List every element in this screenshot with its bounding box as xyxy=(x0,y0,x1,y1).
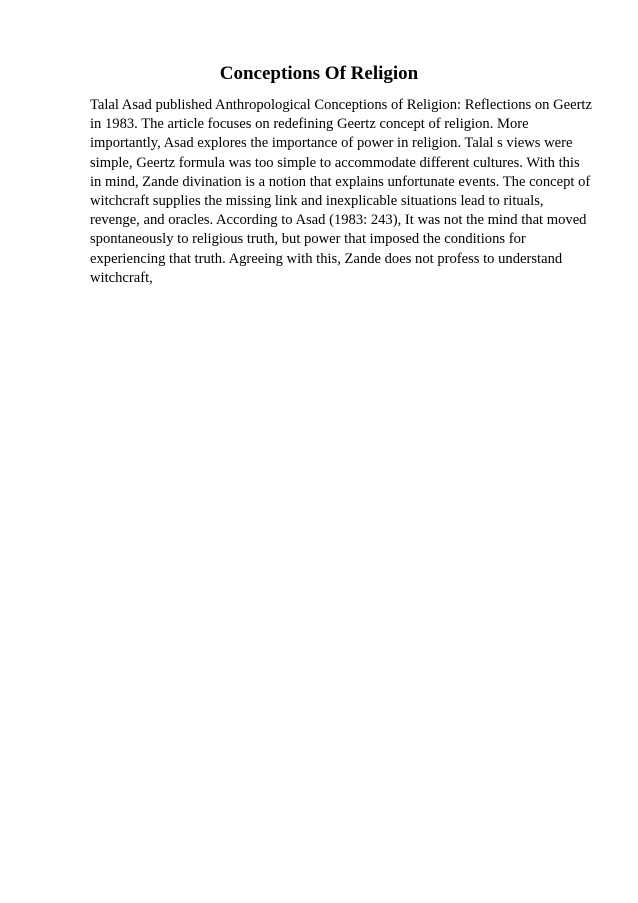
body-line: in 1983. The article focuses on redefining Geertz concept of religion. More xyxy=(90,116,529,133)
body-line: in mind, Zande divination is a notion that explains unfortunate events. The concept of xyxy=(90,173,591,190)
document-title: Conceptions Of Religion xyxy=(219,63,419,84)
body-line: experiencing that truth. Agreeing with this, Zande does not profess to understand xyxy=(90,250,563,267)
body-line: revenge, and oracles. According to Asad (1983: 243), It was not the mind that moved xyxy=(90,212,587,229)
body-line: spontaneously to religious truth, but power that imposed the conditions for xyxy=(90,231,526,248)
body-line: witchcraft, xyxy=(90,269,153,286)
body-line: simple, Geertz formula was too simple to accommodate different cultures. With this xyxy=(90,154,580,171)
body-line: importantly, Asad explores the importance of power in religion. Talal s views were xyxy=(90,135,573,152)
body-line: witchcraft supplies the missing link and inexplicable situations lead to rituals, xyxy=(90,193,544,210)
document-body xyxy=(90,96,590,288)
body-line: Talal Asad published Anthropological Conceptions of Religion: Reflections on Geertz xyxy=(90,97,592,113)
